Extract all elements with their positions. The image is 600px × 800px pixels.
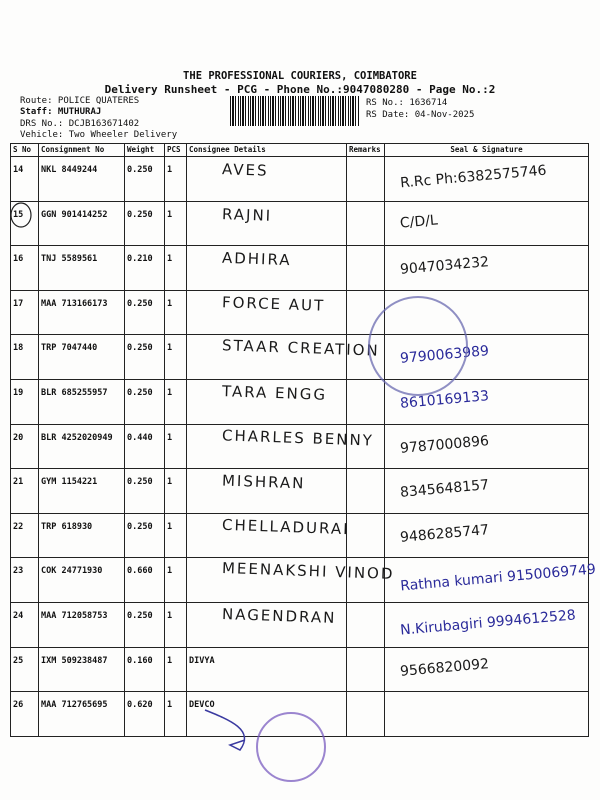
consignment-cell: MAA 712058753 <box>39 602 125 647</box>
weight-cell: 0.660 <box>125 558 165 603</box>
handwritten-consignee: MEENAKSHI VINOD <box>221 559 395 584</box>
route-label: Route: POLICE QUATERES <box>20 96 140 106</box>
handwritten-signature: 9787000896 <box>399 432 490 457</box>
weight-cell: 0.250 <box>125 335 165 380</box>
weight-cell: 0.250 <box>125 469 165 514</box>
pcs-cell: 1 <box>165 335 187 380</box>
consignment-cell: COK 24771930 <box>39 558 125 603</box>
pcs-cell: 1 <box>165 424 187 469</box>
remarks-cell <box>347 692 385 737</box>
drs-number: DRS No.: DCJB163671402 <box>20 119 140 129</box>
table-row <box>11 201 589 246</box>
remarks-cell <box>347 602 385 647</box>
remarks-cell <box>347 647 385 692</box>
column-header: Consignee Details <box>187 144 347 157</box>
sno-cell: 19 <box>11 379 39 424</box>
sno-cell: 20 <box>11 424 39 469</box>
weight-cell: 0.250 <box>125 290 165 335</box>
pcs-cell: 1 <box>165 469 187 514</box>
handwritten-signature: 9047034232 <box>399 254 490 279</box>
column-header: Remarks <box>347 144 385 157</box>
sno-cell: 22 <box>11 513 39 558</box>
weight-cell: 0.250 <box>125 602 165 647</box>
sno-cell: 15 <box>11 201 39 246</box>
column-header: Consignment No <box>39 144 125 157</box>
pcs-cell: 1 <box>165 201 187 246</box>
seal-stamp <box>368 296 468 396</box>
handwritten-signature: N.Kirubagiri 9994612528 <box>399 607 577 639</box>
weight-cell: 0.250 <box>125 379 165 424</box>
remarks-cell <box>347 513 385 558</box>
column-header: PCS <box>165 144 187 157</box>
handwritten-consignee: ADHIRA <box>221 248 292 270</box>
column-header: S No <box>11 144 39 157</box>
weight-cell: 0.250 <box>125 513 165 558</box>
consignment-cell: TRP 618930 <box>39 513 125 558</box>
pcs-cell: 1 <box>165 290 187 335</box>
consignee-printed-cell: DIVYA <box>187 647 347 692</box>
company-title: THE PROFESSIONAL COURIERS, COIMBATORE <box>183 70 417 82</box>
sno-cell: 23 <box>11 558 39 603</box>
handwritten-consignee: RAJNI <box>221 204 273 225</box>
handwritten-consignee: NAGENDRAN <box>221 605 337 627</box>
table-header-row <box>11 144 589 157</box>
handwritten-consignee: FORCE AUT <box>221 293 326 315</box>
sno-cell: 14 <box>11 157 39 202</box>
handwritten-signature: 8345648157 <box>399 477 490 502</box>
consignment-cell: GYM 1154221 <box>39 469 125 514</box>
rs-date: RS Date: 04-Nov-2025 <box>366 110 475 120</box>
table-row <box>11 647 589 692</box>
pcs-cell: 1 <box>165 558 187 603</box>
consignment-cell: MAA 713166173 <box>39 290 125 335</box>
barcode <box>230 96 360 126</box>
consignment-cell: IXM 509238487 <box>39 647 125 692</box>
vehicle-label: Vehicle: Two Wheeler Delivery <box>20 130 178 140</box>
rs-number: RS No.: 1636714 <box>366 98 448 108</box>
sno-cell: 18 <box>11 335 39 380</box>
consignment-cell: NKL 8449244 <box>39 157 125 202</box>
handwritten-consignee: STAAR CREATION <box>221 336 381 361</box>
table-row <box>11 246 589 291</box>
consignment-cell: BLR 4252020949 <box>39 424 125 469</box>
staff-label: Staff: MUTHURAJ <box>20 107 102 117</box>
remarks-cell <box>347 157 385 202</box>
sno-cell: 16 <box>11 246 39 291</box>
pcs-cell: 1 <box>165 379 187 424</box>
weight-cell: 0.210 <box>125 246 165 291</box>
remarks-cell <box>347 246 385 291</box>
handwritten-signature: C/D/L <box>399 211 439 232</box>
weight-cell: 0.160 <box>125 647 165 692</box>
remarks-cell <box>347 201 385 246</box>
consignment-cell: TRP 7047440 <box>39 335 125 380</box>
runsheet-title: Delivery Runsheet - PCG - Phone No.:9047080280 - Page No.:2 <box>104 83 496 96</box>
signature-cell <box>385 692 589 737</box>
weight-cell: 0.250 <box>125 201 165 246</box>
signature-scribble <box>200 700 280 760</box>
handwritten-signature: R.Rc Ph:6382575746 <box>399 162 548 192</box>
pcs-cell: 1 <box>165 692 187 737</box>
row-15-circle-mark <box>8 200 36 230</box>
consignment-cell: TNJ 5589561 <box>39 246 125 291</box>
weight-cell: 0.620 <box>125 692 165 737</box>
handwritten-signature: 8610169133 <box>399 388 490 412</box>
handwritten-consignee: MISHRAN <box>221 471 306 493</box>
consignment-cell: MAA 712765695 <box>39 692 125 737</box>
remarks-cell <box>347 379 385 424</box>
pcs-cell: 1 <box>165 647 187 692</box>
weight-cell: 0.250 <box>125 157 165 202</box>
sno-cell: 21 <box>11 469 39 514</box>
consignment-cell: GGN 901414252 <box>39 201 125 246</box>
handwritten-consignee: CHELLADURAI <box>221 515 350 539</box>
pcs-cell: 1 <box>165 157 187 202</box>
weight-cell: 0.440 <box>125 424 165 469</box>
handwritten-signature: Rathna kumari 9150069749 <box>399 561 597 595</box>
pcs-cell: 1 <box>165 513 187 558</box>
column-header: Seal & Signature <box>385 144 589 157</box>
handwritten-signature: 9566820092 <box>399 655 490 680</box>
sno-cell: 25 <box>11 647 39 692</box>
handwritten-consignee: CHARLES BENNY <box>221 425 375 450</box>
handwritten-signature: 9790063989 <box>399 343 490 368</box>
sno-cell: 17 <box>11 290 39 335</box>
remarks-cell <box>347 469 385 514</box>
pcs-cell: 1 <box>165 602 187 647</box>
column-header: Weight <box>125 144 165 157</box>
consignment-cell: BLR 685255957 <box>39 379 125 424</box>
pcs-cell: 1 <box>165 246 187 291</box>
handwritten-consignee: TARA ENGG <box>221 382 328 404</box>
sno-cell: 26 <box>11 692 39 737</box>
sno-cell: 24 <box>11 602 39 647</box>
handwritten-consignee: AVES <box>221 160 269 180</box>
handwritten-signature: 9486285747 <box>399 521 490 546</box>
consignee-printed-cell: DEVCO <box>187 692 347 737</box>
